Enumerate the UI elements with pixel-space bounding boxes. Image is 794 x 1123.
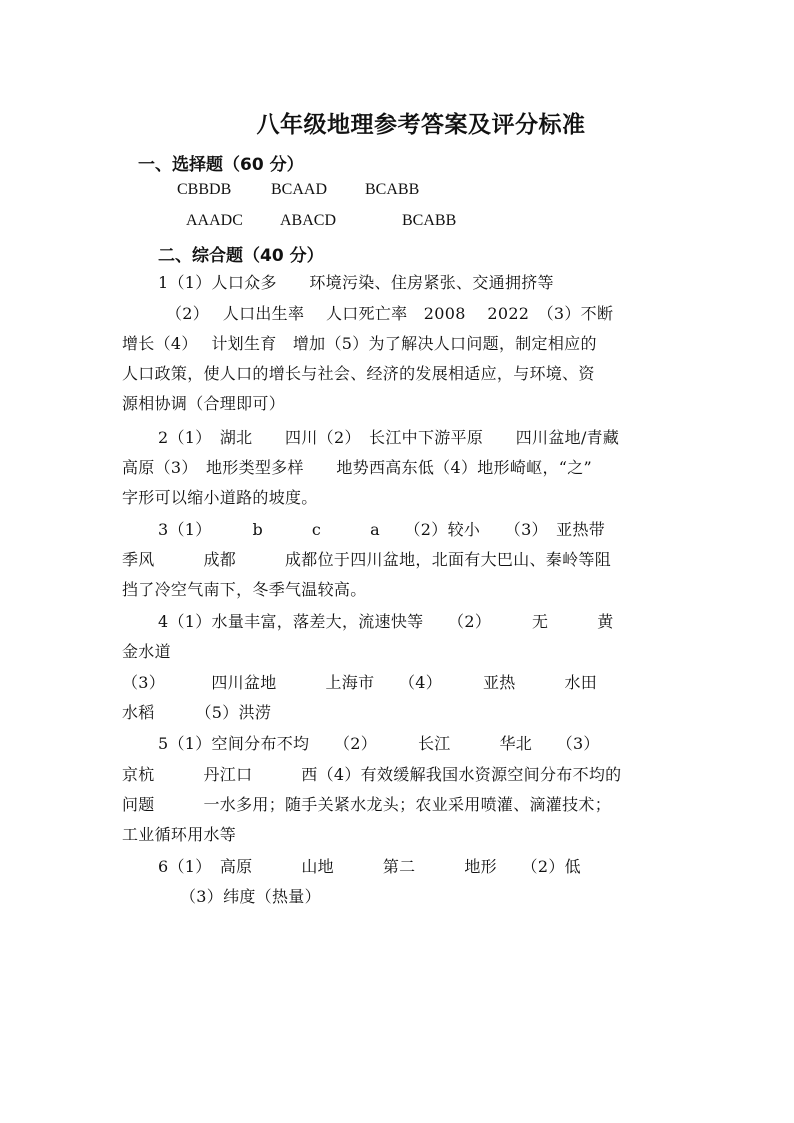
page-title: 八年级地理参考答案及评分标准 <box>256 112 586 138</box>
choice-answer-group: BCAAD <box>271 181 328 198</box>
answer-q2-line: 字形可以缩小道路的坡度。 <box>122 488 318 507</box>
answer-q3-line: 季风 成都 成都位于四川盆地，北面有大巴山、秦岭等阻 <box>122 550 612 569</box>
choice-answer-group: BCABB <box>402 212 457 229</box>
answer-q3-line: 挡了冷空气南下，冬季气温较高。 <box>122 580 367 599</box>
choice-answer-group: CBBDB <box>177 181 232 198</box>
answer-q1-line: 源相协调（合理即可） <box>122 394 286 413</box>
choice-answer-group: ABACD <box>280 212 337 229</box>
answer-q1-line: （2） 人口出生率 人口死亡率 2008 2022 （3）不断 <box>166 304 614 323</box>
answer-q6-line: 6（1） 高原 山地 第二 地形 （2）低 <box>158 857 581 876</box>
answer-q5-line: 5（1）空间分布不均 （2） 长江 华北 （3） <box>158 734 600 753</box>
answer-q3-line: 3（1） b c a （2）较小 （3） 亚热带 <box>158 520 606 539</box>
answer-q5-line: 问题 一水多用；随手关紧水龙头；农业采用喷灌、滴灌技术； <box>122 795 612 814</box>
answer-q4-line: 金水道 <box>122 642 171 661</box>
choice-answer-group: BCABB <box>365 181 420 198</box>
section-choice-heading: 一、选择题（60 分） <box>138 155 304 175</box>
answer-q5-line: 京杭 丹江口 西（4）有效缓解我国水资源空间分布不均的 <box>122 765 622 784</box>
answer-q6-line: （3）纬度（热量） <box>180 887 321 906</box>
answer-q4-line: （3） 四川盆地 上海市 （4） 亚热 水田 <box>122 673 598 692</box>
answer-q5-line: 工业循环用水等 <box>122 825 237 844</box>
answer-q1-line: 1（1）人口众多 环境污染、住房紧张、交通拥挤等 <box>158 273 554 292</box>
section-comprehensive-heading: 二、综合题（40 分） <box>158 246 324 266</box>
answer-q4-line: 4（1）水量丰富，落差大，流速快等 （2） 无 黄 <box>158 612 614 631</box>
choice-answer-group: AAADC <box>186 212 243 229</box>
answer-q2-line: 高原（3） 地形类型多样 地势西高东低（4）地形崎岖，“之” <box>122 458 593 477</box>
answer-q2-line: 2（1） 湖北 四川（2） 长江中下游平原 四川盆地/青藏 <box>158 428 620 447</box>
answer-q1-line: 增长（4） 计划生育 增加（5）为了解决人口问题，制定相应的 <box>122 334 597 353</box>
answer-q1-line: 人口政策，使人口的增长与社会、经济的发展相适应，与环境、资 <box>122 364 595 383</box>
answer-q4-line: 水稻 （5）洪涝 <box>122 703 272 722</box>
